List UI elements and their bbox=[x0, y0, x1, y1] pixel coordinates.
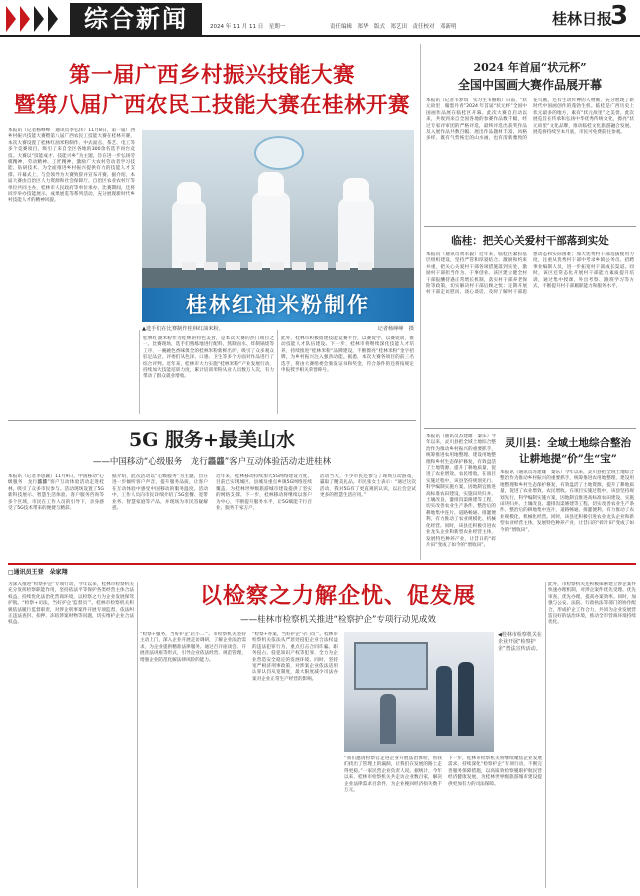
mid-headline: 5G 服务+最美山水 bbox=[129, 429, 295, 451]
lead-body-col1: 本报讯（记者杨峥峥 通讯员李弘伟）11月8日，第一届广西乡村振兴技能大赛暨第八届广西农民工技能大赛在桂林开赛，本次大赛设置了桂林红油米粉制作、中式面点、茶艺、电工等多个竞赛项目，吸引了来自全区各地的300余名选手同台竞技。大赛以“技能成才、技能兴乡”为主题，旨在进一步弘扬劳模精神、劳动精神、工匠精神，激励广大农村劳动者学习技能、钻研技术，为全面推进乡村振兴提供有力的技能人才支撑。开幕式上，与会领导为大赛致辞并宣布开赛。据介绍，本届大赛由自治区人力资源和社会保障厅、自治区农业农村厅等单位共同主办，桂林市人民政府等单位承办。比赛期间，还将同步举办技能展示、成果展览等系列活动，充分展现新时代乡村技能人才的精神风貌。 bbox=[8, 128, 135, 204]
bottom-top-rule bbox=[8, 563, 636, 565]
bottom-photo-caption: ◀桂林市检察机关在企业开展“检察护企”普法宣传活动。 bbox=[498, 632, 542, 652]
lead-headline-line2: 暨第八届广西农民工技能大赛在桂林开赛 bbox=[13, 93, 410, 118]
chef-hat bbox=[258, 172, 284, 196]
bottom-column-rule bbox=[137, 582, 138, 888]
right-divider bbox=[424, 226, 636, 227]
bottom-headline: 以检察之力解企忧、促发展 bbox=[199, 583, 476, 609]
header-chevron-icon bbox=[48, 6, 58, 32]
chef-hat bbox=[177, 182, 201, 204]
right2-headline: 临桂：把关心关爱村干部落到实处 bbox=[451, 235, 609, 247]
bottom-byline-tag: □通讯员王登 朵家翔 bbox=[8, 569, 68, 576]
lead-photo-caption bbox=[142, 325, 414, 333]
lead-photo bbox=[142, 130, 414, 322]
lead-body-col3: 此外，桂林市积极搭建技能竞赛平台，以赛促学、以赛促训，推动技能人才队伍建设。下一步，桂林市将继续深化技能人才培养，持续推进“桂林米粉”品牌建设，不断擦亮“桂林米粉”金字招牌，为乡村振兴注入强劲动能。据悉，本次大赛各项目的前三名选手，将由大赛组委会颁发证书和奖金，符合条件的还将按规定申报授予相关荣誉称号。 bbox=[281, 336, 414, 374]
right3-body: 本报讯（通讯员苏建雄 秦乐）今年以来，灵川县把全域土地综合整治作为推动乡村振兴的重要抓手，统筹推进农用地整理、建设用地整理和乡村生态保护修复，有效盘活了土地资源，提升了耕地质量，促进了农业增效、农民增收。在项目实施过程中，该县坚持规划先行，科学编制实施方案，因地制宜推进高标准农田建设，实施田块归并、土壤改良、灌排沟渠修建等工程，切实改善农业生产条件。整治后的耕地集中连片、道路畅通、排灌便利，有力推动了农业规模化、机械化经营。同时，该县还积极引进农业龙头企业和新型农业经营主体，发展特色种养产业，让昔日的“碎片田”变成了如今的“增收田”。 bbox=[500, 470, 634, 533]
right1-headline-line1: 2024 年首届“状元杯” bbox=[473, 61, 587, 74]
right3-headline-line2: 让耕地提“价”生“宝” bbox=[519, 453, 617, 465]
event-banner bbox=[142, 288, 414, 322]
bottom-body-col3: “检察+办案，当好护企‘守门员’”。桂林市检察机关依法从严惩处侵犯企业合法权益的违法犯罪行为，重点打击合同诈骗、职务侵占、侵犯知识产权等犯罪，全力为企业营造安全稳定的发展环境。同时，坚持宽严相济刑事政策，对涉案企业依法适用认罪认罚从宽制度，最大限度减少司法办案对企业正常生产经营的影响。 bbox=[252, 632, 338, 682]
bottom-body-col1: 为深入推进“检察护企”专项行动，今年以来，桂林市检察机关充分发挥检察职能作用，坚持依法平等保护各类经营主体合法权益，持续优化法治化营商环境，以检察之力为企业发展保驾护航。“检察+司法，当好护企‘监督员’”。桂林市检察机关积极依法履行监督职责，对涉企刑事案件开展专项监督，依法纠正违法查封、扣押、冻结涉案财物等问题，切实维护企业合法权益。 bbox=[8, 582, 134, 626]
right1-headline-line2: 全国中国画大赛作品展开幕 bbox=[457, 78, 602, 92]
presentation-screen bbox=[354, 642, 428, 690]
person-figure bbox=[436, 666, 452, 736]
chef-hat bbox=[343, 178, 369, 202]
photo-credit: 记者杨峥峥 摄 bbox=[377, 326, 414, 332]
header-chevron-icon bbox=[6, 6, 16, 32]
photo-logo bbox=[254, 136, 304, 170]
header-chevron-icon bbox=[34, 6, 44, 32]
right1-body: 本报讯（记者韦梦琪 实习生韦丽娟）日前，“状元故里 翰墨丹青”2024 年首届“状元杯”全国中国画作品展在临桂区开幕。此次大赛自启动以来，共收到来自全国各地的参赛作品数千幅，经过专家评审团的严格评选，最终评选出获奖作品及入展作品共数百幅。展出作品题材丰富、风格多样，既有气势恢宏的山水画，也有清新雅致的花鸟画，还有生动传神的人物画，充分展现了新时代中国画创作的蓬勃生机。临桂是广西历史上状元最多的地方，素有“状元故里”之美誉。此次展览旨在传承和弘扬中华优秀传统文化，擦亮“状元故里”文化品牌，推动临桂文化旅游融合发展。展览将持续至本月底，市民可免费前往参观。 bbox=[426, 98, 634, 142]
banner-text: 桂林红油米粉制作 bbox=[186, 293, 370, 317]
page-number: 3 bbox=[610, 1, 629, 31]
mid-subheadline: ——中国移动“心级服务 龙行龘龘”客户互动体验活动走进桂林 bbox=[92, 457, 332, 467]
caption-text: ▲选手们在比赛制作桂林红油米粉。 bbox=[142, 326, 224, 332]
bottom-body-col2: “检察+服务，当好护企‘店小二’”。市检察机关坚持主动上门，深入企业开展走访调研，了解企业法治需求，为企业提供精准法律服务。通过召开座谈会、开展普法讲座等形式，引导企业依法经营、规范管理，增强企业防范化解法律风险的能力。 bbox=[140, 632, 246, 663]
right-divider bbox=[424, 428, 636, 429]
cooking-counter bbox=[142, 268, 414, 288]
bottom-column-rule bbox=[545, 582, 546, 888]
editors-line: 责任编辑 郑华 版式 郑艺田 责任校对 邓新明 bbox=[330, 24, 457, 30]
paper-name: 桂林日报 bbox=[552, 10, 613, 28]
masthead-rule bbox=[0, 35, 640, 37]
bottom-body-col5: 下一步，桂林市检察机关将继续聚焦企业发展需求，持续深化“检察护企”专项行动，不断完善服务保障措施，以高质效检察履职护航民营经济健康发展，为桂林世界级旅游城市建设提供更加有力的司法保障。 bbox=[448, 756, 542, 787]
masthead bbox=[0, 0, 640, 42]
lead-headline-line1: 第一届广西乡村振兴技能大赛 bbox=[68, 63, 355, 88]
right2-body: 本报讯（通讯员黄永毅）近年来，临桂区紧扣基层组织建设，坚持严管和厚爱结合、激励和约束并重，把关心关爱村干部各项措施落到实处，激励村干部担当作为、干事创业。该区建立健全村干部报酬待遇正常增长机制，落实村干部养老保险等政策，切实解决村干部后顾之忧；定期开展村干部走访慰问、谈心谈话，及时了解村干部思想动态和实际困难；加大优秀村干部选拔使用力度，注重从优秀村干部中考录乡镇公务员、招聘事业编制人员，进一步拓宽村干部成长渠道。同时，该区还常态化开展村干部能力素质提升培训，通过集中授课、外出考察、跟班学习等方式，不断提升村干部履职能力和服务水平。 bbox=[426, 252, 634, 296]
bottom-photo bbox=[344, 632, 494, 752]
right3-headline-line1: 灵川县：全域土地综合整治 bbox=[505, 437, 631, 449]
right3-body-lead: 本报讯（通讯员苏建雄 秦乐）今年以来，灵川县把全域土地综合整治作为推动乡村振兴的重要抓手，统筹推进农用地整理、建设用地整理和乡村生态保护修复，有效盘活了土地资源，提升了耕地质量，促进了农业增效、农民增收。在项目实施过程中，该县坚持规划先行，科学编制实施方案，因地制宜推进高标准农田建设，实施田块归并、土壤改良、灌排沟渠修建等工程，切实改善农业生产条件。整治后的耕地集中连片、道路畅通、排灌便利，有力推动了农业规模化、机械化经营。同时，该县还积极引进农业龙头企业和新型农业经营主体，发展特色种养产业，让昔日的“碎片田”变成了如今的“增收田”。 bbox=[426, 434, 496, 548]
bottom-body-col4: “我们邀请检察官走进企业开展法治体检，帮我们找出了管理上的漏洞，让我们在发展的路上走得更稳。”一家民营企业负责人说。据统计，今年以来，桂林市检察机关共走访企业数百家，解决企业法律需求百余件，为企业挽回经济损失数千万元。 bbox=[344, 756, 442, 794]
lead-column-rule bbox=[139, 330, 140, 414]
section-name: 综合新闻 bbox=[70, 3, 202, 35]
mid-body-col3: 近年来，桂林移动持续加大5G网络建设力度，目前已实现城区、县城及重点乡镇5G网络连续覆盖，为桂林世界级旅游城市建设提供了坚实的网络支撑。下一步，桂林移动将继续以客户为中心，不断提升服务水平，让5G赋能千行百业、服务千家万户。 bbox=[216, 474, 312, 512]
person-figure bbox=[458, 662, 474, 736]
issue-date: 2024 年 11 月 11 日 星期一 bbox=[210, 24, 286, 30]
lead-body-col2: 桂林红油米粉作为桂林的特色美食，是本次大赛的热门项目之一。比赛现场，选手们熟练地进行配料、熬制卤水、炸制锅烧等工序，一碗碗色香味俱全的桂林米粉新鲜出炉，吸引了众多观众驻足品尝。评委们从色泽、口感、卫生等多个方面对作品进行了综合评判。近年来，桂林市大力实施“桂林米粉”产业发展行动，持续加大技能培训力度，累计培训米粉从业人员数万人次，有力带动了群众就业增收。 bbox=[143, 336, 274, 380]
mid-top-rule bbox=[8, 420, 416, 421]
header-chevron-icon bbox=[20, 6, 30, 32]
bottom-subheadline: ——桂林市检察机关推进“检察护企”专项行动见成效 bbox=[240, 615, 436, 625]
bottom-body-col6: 此外，市检察机关还积极探索建立涉企案件快速办理机制，对涉企案件优先受理、优先审查、优先办理，提高办案效率。同时，加强与公安、法院、行政执法等部门的协作配合，形成护企工作合力，共同为企业发展营造良好的法治环境，推动全市营商环境持续优化。 bbox=[548, 582, 636, 626]
person-figure bbox=[380, 694, 396, 744]
mid-body-col1: 本报讯（记者李思颖）11月9日，中国移动“心级服务 龙行龘龘”客户互动体验活动走进桂林，吸引了众多市民参与。活动现场设置了5G新科技展示、智慧生活体验、客户服务咨询等多个区域，市民在工作人员的引导下，亲身感受了5G技术带来的便捷与精彩。 bbox=[8, 474, 104, 512]
right-column-rule bbox=[420, 44, 421, 560]
counter-bowls bbox=[182, 262, 372, 270]
mid-body-col4: 活动当天，不少市民还参与了现场互动游戏，赢取了精美礼品。市民张女士表示：“通过这次活动，我对5G有了更直观的认识，以后会尝试更多的智慧生活应用。” bbox=[320, 474, 416, 499]
lead-column-rule bbox=[277, 330, 278, 414]
mid-body-col2: 据介绍，此次活动以“心级服务”为主题，旨在进一步倾听客户声音、提升服务品质，让客户在互动体验中感受中国移动的服务温度。活动中，工作人员向市民详细介绍了5G套餐、宽带业务、智慧家庭等产品，并现场为市民答疑解惑。 bbox=[112, 474, 208, 512]
